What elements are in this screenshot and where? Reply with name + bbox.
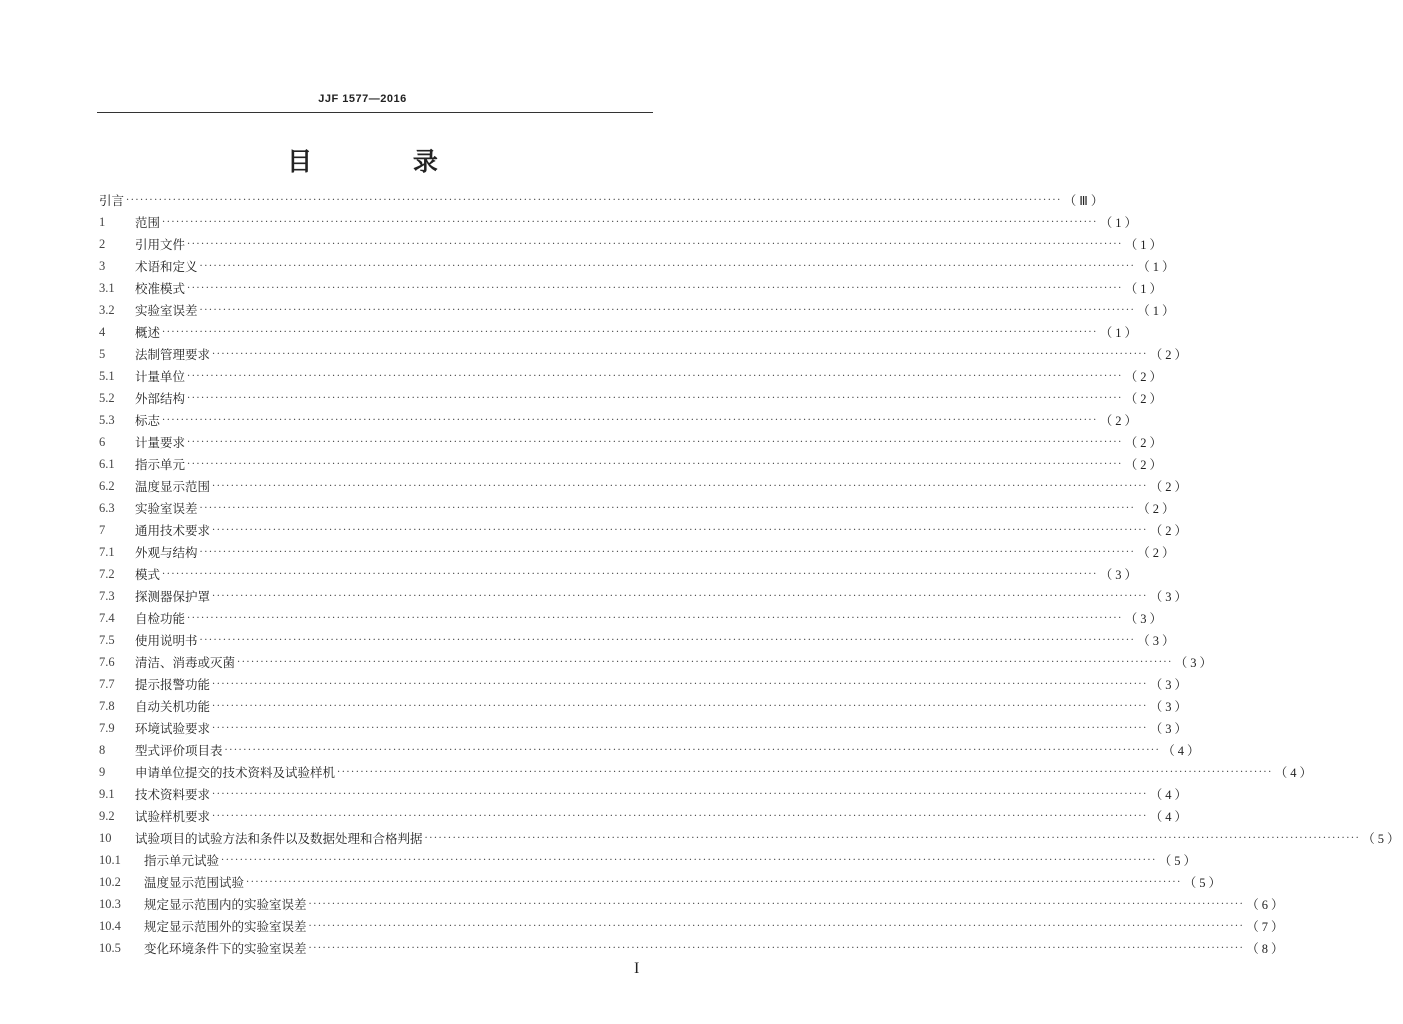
toc-entry-number: 2 (99, 236, 106, 251)
toc-leader-dots: ········································································································································································································ (308, 942, 1245, 954)
toc-entry-page: （2） (1149, 348, 1191, 362)
toc-entry-label: 指示单元试验 (144, 853, 220, 868)
toc-leader-dots: ········································································································································································································ (199, 546, 1136, 558)
toc-entry-number: 4 (99, 324, 106, 339)
toc-entry-label: 校准模式 (135, 281, 186, 296)
toc-entry (99, 277, 1166, 299)
toc-entry-page: （1） (1099, 326, 1141, 340)
toc-leader-dots: ········································································································································································································ (199, 502, 1136, 514)
toc-entry (99, 299, 1178, 321)
toc-entry (99, 563, 1141, 585)
toc-entry-label: 实验室误差 (135, 501, 198, 516)
toc-entry-number: 7 (99, 522, 106, 537)
toc-entry-label: 技术资料要求 (135, 787, 211, 802)
toc-entry-label: 引用文件 (135, 237, 186, 252)
toc-entry-label: 概述 (135, 325, 161, 340)
toc-entry-number: 3.2 (99, 302, 115, 317)
toc-entry-label: 通用技术要求 (135, 523, 211, 538)
toc-entry-label: 实验室误差 (135, 303, 198, 318)
toc-entry-number: 10.5 (99, 940, 121, 955)
toc-entry-page: （4） (1149, 810, 1191, 824)
toc-entry (99, 211, 1141, 233)
toc-entry-page: （2） (1124, 370, 1166, 384)
toc-entry (99, 783, 1191, 805)
toc-entry-page: （3） (1149, 678, 1191, 692)
toc-entry-number: 8 (99, 742, 106, 757)
toc-entry (99, 189, 1107, 211)
toc-entry-number: 10.4 (99, 918, 121, 933)
toc-entry-page: （2） (1137, 546, 1178, 560)
toc-entry (99, 519, 1191, 541)
toc-entry (99, 453, 1166, 475)
toc-entry-label: 模式 (135, 567, 161, 582)
toc-entry-label: 环境试验要求 (135, 721, 211, 736)
toc-entry-label: 外部结构 (135, 391, 186, 406)
toc-leader-dots: ········································································································································································································ (212, 348, 1148, 360)
toc-leader-dots: ········································································································································································································ (162, 326, 1098, 338)
toc-leader-dots: ········································································································································································································ (246, 876, 1182, 888)
toc-entry-page: （5） (1158, 854, 1200, 868)
toc-entry-number: 10.1 (99, 852, 121, 867)
toc-entry (99, 937, 1287, 959)
toc-leader-dots: ········································································································································································································ (424, 832, 1361, 844)
toc-entry (99, 849, 1200, 871)
toc-entry (99, 409, 1141, 431)
toc-entry-label: 指示单元 (135, 457, 186, 472)
toc-entry (99, 497, 1178, 519)
toc-leader-dots: ········································································································································································································ (187, 458, 1123, 470)
toc-entry (99, 343, 1191, 365)
toc-leader-dots: ········································································································································································································ (187, 238, 1123, 250)
toc-entry-page: （1） (1124, 282, 1166, 296)
toc-leader-dots: ········································································································································································································ (212, 810, 1148, 822)
toc-entry-label: 自检功能 (135, 611, 186, 626)
toc-leader-dots: ········································································································································································································ (308, 898, 1245, 910)
toc-entry-page: （2） (1124, 458, 1166, 472)
toc-leader-dots: ········································································································································································································ (212, 480, 1148, 492)
toc-entry (99, 365, 1166, 387)
toc-entry-label: 变化环境条件下的实验室误差 (144, 941, 307, 956)
toc-entry-page: （1） (1124, 238, 1166, 252)
toc-entry (99, 695, 1191, 717)
toc-entry (99, 673, 1191, 695)
toc-entry (99, 585, 1191, 607)
toc-entry-page: （4） (1149, 788, 1191, 802)
table-of-contents (99, 189, 1403, 959)
toc-leader-dots: ········································································································································································································ (224, 744, 1161, 756)
toc-leader-dots: ········································································································································································································ (187, 612, 1123, 624)
toc-entry-page: （3） (1149, 722, 1191, 736)
toc-entry-label: 温度显示范围 (135, 479, 211, 494)
toc-entry-page: （3） (1137, 634, 1178, 648)
toc-leader-dots: ········································································································································································································ (187, 282, 1123, 294)
toc-entry-label: 清洁、消毒或灭菌 (135, 655, 236, 670)
toc-entry-number: 7.6 (99, 654, 115, 669)
toc-entry-number: 7.2 (99, 566, 115, 581)
toc-entry-number: 10 (99, 830, 112, 845)
toc-leader-dots: ········································································································································································································ (212, 524, 1148, 536)
toc-leader-dots: ········································································································································································································ (199, 260, 1136, 272)
toc-entry-number: 5.3 (99, 412, 115, 427)
toc-leader-dots: ········································································································································································································ (212, 700, 1148, 712)
toc-entry-label: 规定显示范围外的实验室误差 (144, 919, 307, 934)
toc-entry-page: （3） (1174, 656, 1216, 670)
toc-entry (99, 739, 1203, 761)
toc-entry (99, 827, 1403, 849)
toc-entry-page: （2） (1137, 502, 1178, 516)
toc-leader-dots: ········································································································································································································ (212, 722, 1148, 734)
toc-entry (99, 915, 1287, 937)
toc-entry-page: （8） (1246, 942, 1287, 956)
toc-leader-dots: ········································································································································································································ (187, 370, 1123, 382)
document-code-header: JJF 1577—2016 (318, 93, 407, 105)
toc-entry-page: （3） (1099, 568, 1141, 582)
toc-entry (99, 607, 1166, 629)
toc-entry-page: （1） (1099, 216, 1141, 230)
toc-entry-label: 外观与结构 (135, 545, 198, 560)
toc-entry-number: 10.3 (99, 896, 121, 911)
toc-leader-dots: ········································································································································································································ (162, 568, 1098, 580)
toc-leader-dots: ········································································································································································································ (187, 436, 1123, 448)
toc-entry-number: 3.1 (99, 280, 115, 295)
toc-entry (99, 431, 1166, 453)
toc-leader-dots: ········································································································································································································ (221, 854, 1157, 866)
page-number: I (634, 960, 640, 977)
toc-entry-label: 规定显示范围内的实验室误差 (144, 897, 307, 912)
toc-leader-dots: ········································································································································································································ (308, 920, 1245, 932)
toc-entry (99, 255, 1178, 277)
toc-entry-number: 7.5 (99, 632, 115, 647)
toc-entry-page: （4） (1162, 744, 1203, 758)
toc-entry-number: 6 (99, 434, 106, 449)
toc-entry-page: （3） (1149, 700, 1191, 714)
toc-entry-label: 引言 (99, 193, 125, 208)
toc-entry-number: 10.2 (99, 874, 121, 889)
toc-entry (99, 321, 1141, 343)
toc-entry (99, 761, 1316, 783)
toc-entry-page: （Ⅲ） (1063, 194, 1107, 208)
toc-entry-label: 温度显示范围试验 (144, 875, 245, 890)
toc-entry (99, 629, 1178, 651)
toc-entry (99, 233, 1166, 255)
toc-entry-page: （2） (1149, 524, 1191, 538)
toc-entry-number: 5 (99, 346, 106, 361)
toc-leader-dots: ········································································································································································································ (162, 414, 1098, 426)
toc-entry-label: 型式评价项目表 (135, 743, 223, 758)
toc-entry (99, 871, 1225, 893)
toc-entry-number: 7.7 (99, 676, 115, 691)
toc-entry-page: （5） (1183, 876, 1225, 890)
toc-leader-dots: ········································································································································································································ (162, 216, 1098, 228)
toc-entry-number: 6.1 (99, 456, 115, 471)
toc-entry-number: 7.9 (99, 720, 115, 735)
toc-entry-number: 7.1 (99, 544, 115, 559)
toc-entry (99, 651, 1216, 673)
toc-entry (99, 475, 1191, 497)
toc-entry-label: 术语和定义 (135, 259, 198, 274)
toc-entry-page: （2） (1124, 392, 1166, 406)
toc-entry-label: 范围 (135, 215, 161, 230)
toc-entry-page: （3） (1124, 612, 1166, 626)
toc-entry-label: 探测器保护罩 (135, 589, 211, 604)
toc-leader-dots: ········································································································································································································ (212, 590, 1148, 602)
toc-entry-number: 9.1 (99, 786, 115, 801)
toc-entry-number: 5.2 (99, 390, 115, 405)
toc-entry-page: （4） (1274, 766, 1316, 780)
toc-entry-page: （1） (1137, 304, 1178, 318)
toc-entry-number: 5.1 (99, 368, 115, 383)
toc-entry-label: 使用说明书 (135, 633, 198, 648)
toc-entry (99, 387, 1166, 409)
toc-entry-number: 6.2 (99, 478, 115, 493)
toc-entry-number: 9 (99, 764, 106, 779)
toc-entry (99, 717, 1191, 739)
toc-entry-label: 自动关机功能 (135, 699, 211, 714)
toc-entry-label: 标志 (135, 413, 161, 428)
toc-entry-page: （3） (1149, 590, 1191, 604)
toc-leader-dots: ········································································································································································································ (199, 634, 1136, 646)
toc-entry-number: 3 (99, 258, 106, 273)
toc-entry-number: 7.3 (99, 588, 115, 603)
toc-entry-label: 计量单位 (135, 369, 186, 384)
toc-leader-dots: ········································································································································································································ (212, 788, 1148, 800)
toc-leader-dots: ········································································································································································································ (187, 392, 1123, 404)
toc-entry-label: 试验样机要求 (135, 809, 211, 824)
toc-entry-label: 法制管理要求 (135, 347, 211, 362)
toc-entry-page: （2） (1149, 480, 1191, 494)
toc-entry-number: 7.8 (99, 698, 115, 713)
toc-entry-number: 7.4 (99, 610, 115, 625)
header-rule (97, 112, 653, 113)
toc-entry-page: （5） (1362, 832, 1403, 846)
toc-entry (99, 893, 1287, 915)
toc-entry-label: 试验项目的试验方法和条件以及数据处理和合格判据 (135, 831, 423, 846)
toc-leader-dots: ········································································································································································································ (212, 678, 1148, 690)
toc-entry-page: （6） (1246, 898, 1287, 912)
toc-leader-dots: ········································································································································································································ (337, 766, 1273, 778)
toc-entry-label: 计量要求 (135, 435, 186, 450)
toc-entry (99, 541, 1178, 563)
toc-entry-number: 9.2 (99, 808, 115, 823)
toc-entry-page: （7） (1246, 920, 1287, 934)
toc-entry-page: （2） (1099, 414, 1141, 428)
toc-entry (99, 805, 1191, 827)
toc-leader-dots: ········································································································································································································ (237, 656, 1173, 668)
toc-entry-number: 6.3 (99, 500, 115, 515)
toc-entry-label: 申请单位提交的技术资料及试验样机 (135, 765, 336, 780)
toc-entry-label: 提示报警功能 (135, 677, 211, 692)
toc-leader-dots: ········································································································································································································ (126, 194, 1062, 206)
toc-leader-dots: ········································································································································································································ (199, 304, 1136, 316)
toc-entry-number: 1 (99, 214, 106, 229)
page-title: 目 录 (287, 147, 484, 176)
toc-entry-page: （2） (1124, 436, 1166, 450)
toc-entry-page: （1） (1137, 260, 1178, 274)
